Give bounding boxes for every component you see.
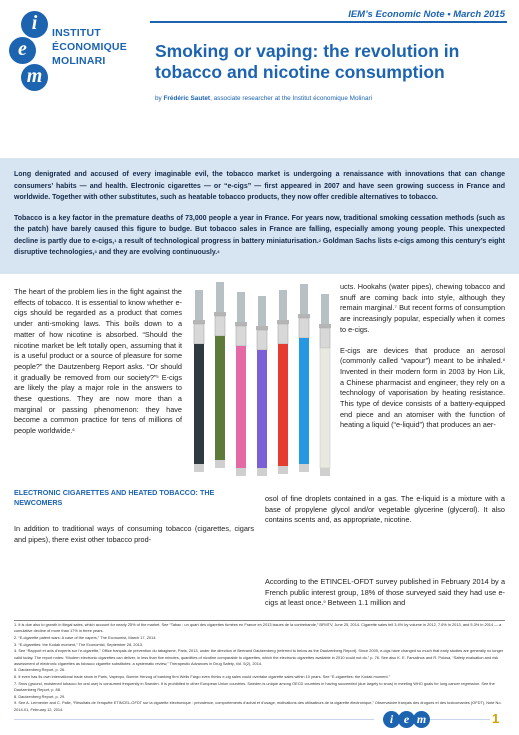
logo-letter-i: i [21,11,48,38]
body-text: But recent forms of consumption are increasingly popular, especially when it comes to e-cigs. [340,303,506,334]
footnote-ref[interactable]: 7 [394,304,397,310]
footnote: 7. Snus (ground, moistened tobacco for oral use) is consumed frequently in Sweden. It is prohibited in other European Union countries. Sweden is unique among OECD countries in having succeeded (due largely to snus) in meeting WHO goals for lung cancer regression. See the Dautzenberg Report, p. 88. [14,680,495,693]
header-rule [150,21,507,23]
body-text: ucts. Hookahs (water pipes), chewing tobacco and snuff are coming back into style, although they remain marginal. [340,282,505,313]
footer-logo-letter-e: e [398,711,415,728]
summary-paragraph-2 [14,213,505,259]
note-label: IEM’s Economic Note • March 2015 [348,9,505,20]
footnote: 4. See “Rapport et avis d’experts sur l’e-cigarette,” Office français de prévention du tabagisme, Paris, 2013, under the direction of Bertrand Dautzenberg (referred to below as the Dautzenberg Report). Since 2009, e-cigs have changed so much that early studies are generally no longer valid today. The report notes: “Modern electronic cigarettes can deliver, in less than five minutes, quantities of nicotine comparable to cigarettes, which the electronic cigarettes available in 2010 could not do.” p. 76. See also K. E. Farsalinos and R. Polosa, “Safety evaluation and risk assessment of electronic cigarettes as tobacco cigarette substitutes: a systematic review,” Therapeutic Advances in Drug Safety, Vol. 5(2), 2014. [14,648,504,666]
logo-letter-e: e [9,37,36,64]
body-paragraph: In addition to traditional ways of consuming tobacco (cigarettes, cigars and pipes), there exist other tobacco prod- [14,524,254,544]
footer [0,706,519,735]
byline [155,95,515,102]
e-cigarettes-photo [188,280,336,492]
footnote-divider [14,620,505,621]
footnote: 8. Dautzenberg Report, p. 29. [14,693,66,699]
body-text: E-cigs are devices that produce an aerosol (commonly called “vapour”) meant to be inhaled. [340,345,505,366]
footnote-ref[interactable]: 9 [323,599,326,605]
footnote-ref[interactable]: 5 [156,373,159,379]
footnotes [14,622,509,713]
footnote-ref[interactable]: 4 [217,249,220,254]
logo-line-3: MOLINARI [52,55,106,67]
body-paragraph [265,577,505,609]
body-text: Invented in their modern form in 2003 by Hon Lik, a Chinese pharmacist and engineer, they rely on a technology of vaporisation by heating resistance. This type of device consists of a battery-equipped end piece and an atomiser with the function of heating a liquid (“e-liquid”) that produces an aer- [340,366,505,430]
footnote-ref[interactable]: 3 [94,249,97,254]
summary-text: and they are evolving continuously. [96,249,218,256]
body-text: E-cigs are likely the play a major role in the answers to these questions. They are now more than a marginal or passing phenomenon: they have become a common practice for tens of millions of people worldwide. [14,372,182,436]
continued-paragraph: osol of fine droplets contained in a gas. The e-liquid is a mixture with a base of propylene glycol and/or vegetable glycerine (glycerol). It also contains scents and, as appropriate, nicotine. [265,494,505,525]
byline-suffix: , associate researcher at the Institut économique Molinari [210,95,373,102]
footnote: 9. See A. Lermenier and C. Palle, “Résultats de l’enquête ETINCEL-OFDT sur la cigarette électronique : prévalence, comportements d’achat et d’usage, motivations des utilisateurs de la cigarette électronique,” Observatoire français des drogues et des toxicomanies (OFDT), Note No. 2014-01, February 12, 2014. [14,700,502,712]
body-paragraph [340,282,505,336]
body-text: The heart of the problem lies in the fight against the effects of tobacco. It is essential to know whether e-cigs should be regarded as a product that comes under anti-smoking laws. This boils down to a matter of how nicotine is absorbed. “Should the nicotine market be left totally open, assuming that it is a useful product or a source of pleasure for some people?” the Dautzenberg Report asks. “Or should it gradually be removed from our society?” [14,287,182,382]
footer-rule-left [14,719,374,720]
body-text: According to the ETINCEL-OFDT survey published in February 2014 by a French public interest group, 18% of those surveyed said they had use e-cigs at least once. [265,577,505,608]
footer-rule-right [430,719,490,720]
body-paragraph [14,287,182,437]
footnote-ref[interactable]: 8 [502,357,505,363]
left-column [14,287,182,447]
page-title: Smoking or vaping: the revolution in tobacco and nicotine consumption [155,41,460,82]
body-text: Between 1.1 million and [325,598,406,608]
logo-line-2: ÉCONOMIQUE [52,41,127,53]
left-bottom-column [14,524,254,555]
summary-text: a result of technological progress in battery miniaturisation. [116,237,319,245]
summary-paragraph-1: Long denigrated and accused of every imaginable evil, the tobacco market is undergoing a renaissance with innovations that can change consumers’ habits — and health. Electronic cigarettes — or “e-cigs” — first appeared in 2007 and have seen growing success in France and worldwide. Together with other substitutes, such as heatable tobacco products, they now offer credible alternatives to tobacco. [14,171,505,201]
footnote: 2. “E-cigarette patent wars: A case of the vapers,” The Economist, March 17, 2014. [14,634,157,640]
author-name[interactable]: Frédéric Sautet [163,95,211,102]
right-column [340,282,505,441]
section-heading: ELECTRONIC CIGARETTES AND HEATED TOBACCO: THE NEWCOMERS [14,488,215,507]
byline-prefix: by [155,95,162,102]
footer-logo-letter-i: i [383,711,400,728]
page-number: 1 [492,711,500,726]
logo-text [52,26,132,68]
footnote: 5. Dautzenberg Report, p. 26. [14,667,66,673]
footer-logo-letter-m: m [413,711,430,728]
footnote: 1. It is due also to growth in illegal sales, which account for nearly 25% of the market. See “Tabac : un quart des cigarettes fumées en France en 2013 issues de la contrebande,” BFMTV, June 25, 2014. Cigarette sales fell 3.4% by volume in 2012, 7.6% in 2013, and 5.3% in 2014 — a cumulative decline of more than 17% in three years. [14,622,502,634]
footnote-ref[interactable]: 1 [114,237,117,243]
footnote-ref[interactable]: 2 [318,237,321,243]
iem-logo[interactable] [8,10,128,96]
footer-logo[interactable] [383,707,431,731]
summary-box [0,158,519,274]
logo-letter-m: m [21,64,48,91]
footnote: 6. It even has its own international trade show in Paris, Vapexpo. Bonnie Herzog of banking firm Wells Fargo even thinks e-cig sales could overtake cigarette sales within 10 years. See “E-cigarettes: the Kodak moment.” [14,674,390,680]
logo-line-1: INSTITUT [52,27,101,39]
summary-text: Goldman Sachs lists e-cigs among this century’s eight disruptive technologies, [14,237,505,256]
header [0,0,519,158]
summary-text: Tobacco is a key factor in the premature deaths of 73,000 people a year in France. For years now, traditional smoking cessation methods (such as the patch) have barely caused this figure to budge. But tobacco sales in France are falling, especially among young people. This unexpected decline is partly due to e-cigs, [14,214,505,245]
body-paragraph [340,346,505,432]
footnote: 3. “E-cigarettes: the Kodak moment,” The Economist, September 28, 2013. [14,641,144,647]
footnote-ref[interactable]: 6 [72,427,75,433]
right-bottom-column [265,577,505,619]
